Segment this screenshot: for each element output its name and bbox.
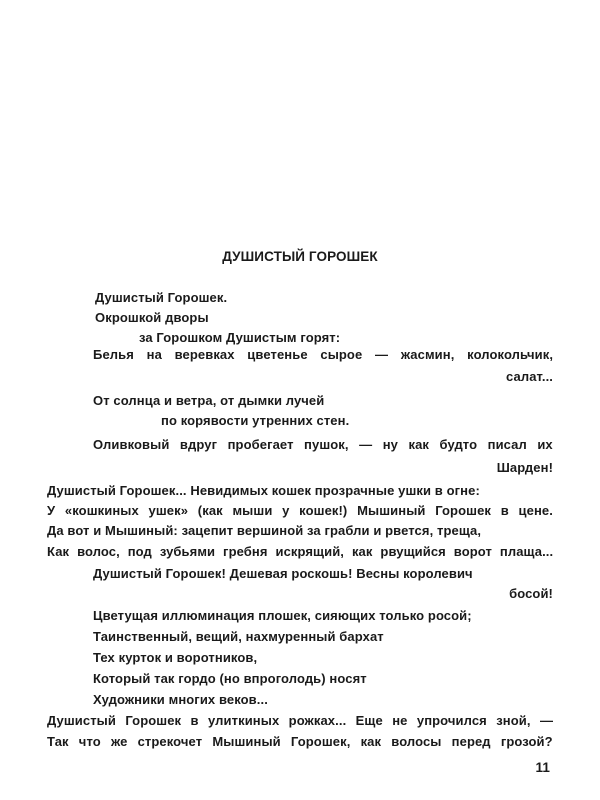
poem-line: Белья на веревках цветенье сырое — жасмин, колокольчик, [93,347,554,362]
poem-line: Который так гордо (но впроголодь) носят [93,671,367,686]
poem-line: Шарден! [496,460,553,475]
poem-line: салат... [506,369,553,384]
page-number: 11 [535,760,550,775]
poem-line: Душистый Горошек в улиткиных рожках... Еще не упрочился зной, — [47,713,554,728]
poem-line: Душистый Горошек... Невидимых кошек прозрачные ушки в огне: [47,483,480,498]
poem-line: Окрошкой дворы [95,310,209,325]
poem-line: Так что же стрекочет Мышиный Горошек, как волосы перед грозой? [47,734,553,749]
poem-line: за Горошком Душистым горят: [139,330,341,345]
poem-line: От солнца и ветра, от дымки лучей [93,393,325,408]
poem-line: Душистый Горошек. [95,290,228,305]
poem-line: босой! [509,586,553,601]
poem-line: Как волос, под зубьями гребня искрящий, как рвущийся ворот плаща... [47,544,554,559]
poem-title: ДУШИСТЫЙ ГОРОШЕК [222,249,378,264]
poem-line: по корявости утренних стен. [161,413,350,428]
poem-line: Тех курток и воротников, [93,650,258,665]
poem-line: Оливковый вдруг пробегает пушок, — ну как будто писал их [93,437,553,452]
poem-line: У «кошкиных ушек» (как мыши у кошек!) Мышиный Горошек в цене. [47,503,553,518]
poem-line: Художники многих веков... [93,692,268,707]
poem-line: Цветущая иллюминация плошек, сияющих только росой; [93,608,472,623]
poem-line: Душистый Горошек! Дешевая роскошь! Весны королевич [93,566,473,581]
poem-line: Да вот и Мышиный: зацепит вершиной за грабли и рвется, треща, [47,523,482,538]
poem-line: Таинственный, вещий, нахмуренный бархат [93,629,384,644]
